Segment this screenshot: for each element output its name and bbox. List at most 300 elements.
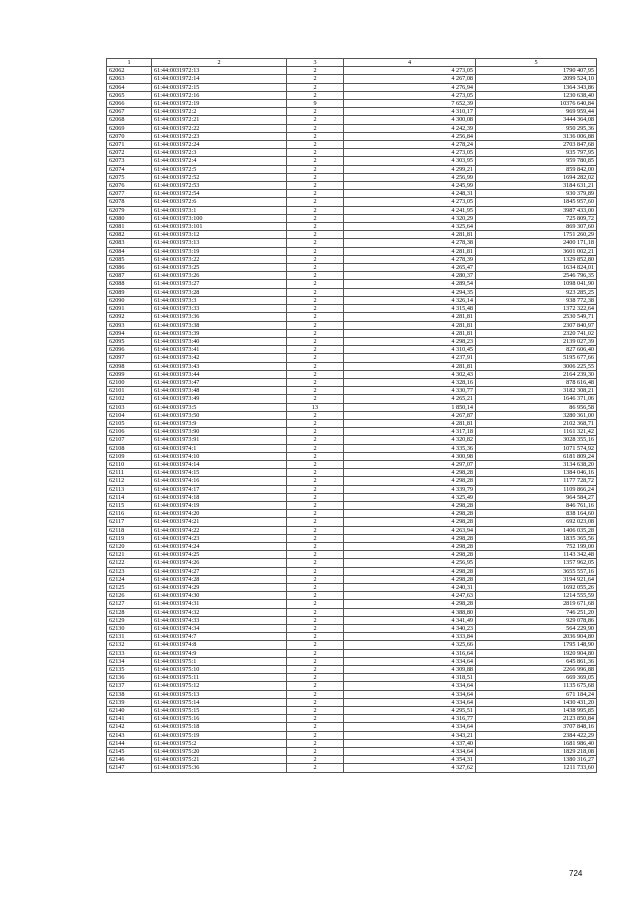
table-row <box>107 182 597 190</box>
code-cell: 2 <box>287 370 344 378</box>
rate-cell: 4 298,28 <box>344 600 476 608</box>
table-row <box>107 91 597 99</box>
row-number-cell: 62075 <box>107 173 152 181</box>
row-number-cell: 62095 <box>107 337 152 345</box>
value-cell: 3601 002,21 <box>476 247 597 255</box>
cadastral-number-cell: 61:44:0031973:47 <box>152 378 287 386</box>
code-cell: 2 <box>287 419 344 427</box>
row-number-cell: 62065 <box>107 91 152 99</box>
rate-cell: 4 302,43 <box>344 370 476 378</box>
cadastral-number-cell: 61:44:0031974:27 <box>152 567 287 575</box>
value-cell: 923 285,25 <box>476 288 597 296</box>
rate-cell: 4 343,21 <box>344 731 476 739</box>
row-number-cell: 62137 <box>107 682 152 690</box>
value-cell: 959 780,85 <box>476 157 597 165</box>
rate-cell: 4 248,31 <box>344 190 476 198</box>
value-cell: 2530 549,71 <box>476 313 597 321</box>
value-cell: 2819 671,68 <box>476 600 597 608</box>
table-row <box>107 231 597 239</box>
rate-cell: 4 325,66 <box>344 641 476 649</box>
value-cell: 1135 675,68 <box>476 682 597 690</box>
row-number-cell: 62079 <box>107 206 152 214</box>
row-number-cell: 62131 <box>107 633 152 641</box>
rate-cell: 4 335,36 <box>344 444 476 452</box>
rate-cell: 4 334,64 <box>344 723 476 731</box>
rate-cell: 4 310,45 <box>344 346 476 354</box>
rate-cell: 4 320,82 <box>344 436 476 444</box>
row-number-cell: 62146 <box>107 756 152 764</box>
table-row <box>107 206 597 214</box>
rate-cell: 4 318,51 <box>344 674 476 682</box>
table-row <box>107 141 597 149</box>
rate-cell: 4 334,64 <box>344 682 476 690</box>
row-number-cell: 62128 <box>107 608 152 616</box>
header-row <box>107 59 597 67</box>
rate-cell: 4 298,28 <box>344 518 476 526</box>
code-cell: 2 <box>287 715 344 723</box>
cadastral-number-cell: 61:44:0031973:50 <box>152 411 287 419</box>
cadastral-number-cell: 61:44:0031973:22 <box>152 255 287 263</box>
rate-cell: 4 334,64 <box>344 690 476 698</box>
code-cell: 2 <box>287 452 344 460</box>
table-row <box>107 370 597 378</box>
value-cell: 930 379,89 <box>476 190 597 198</box>
cadastral-number-cell: 61:44:0031973:28 <box>152 288 287 296</box>
value-cell: 564 229,90 <box>476 625 597 633</box>
cadastral-number-cell: 61:44:0031972:5 <box>152 165 287 173</box>
cadastral-number-cell: 61:44:0031974:25 <box>152 551 287 559</box>
code-cell: 2 <box>287 198 344 206</box>
cadastral-number-cell: 61:44:0031973:43 <box>152 362 287 370</box>
table-row <box>107 387 597 395</box>
cadastral-number-cell: 61:44:0031974:33 <box>152 616 287 624</box>
cadastral-number-cell: 61:44:0031972:3 <box>152 149 287 157</box>
value-cell: 2139 027,39 <box>476 337 597 345</box>
table-row <box>107 616 597 624</box>
cadastral-number-cell: 61:44:0031974:23 <box>152 534 287 542</box>
row-number-cell: 62100 <box>107 378 152 386</box>
cadastral-number-cell: 61:44:0031975:15 <box>152 707 287 715</box>
table-row <box>107 641 597 649</box>
rate-cell: 4 263,94 <box>344 526 476 534</box>
value-cell: 1829 218,08 <box>476 748 597 756</box>
code-cell: 2 <box>287 182 344 190</box>
code-cell: 2 <box>287 469 344 477</box>
value-cell: 6181 809,24 <box>476 452 597 460</box>
row-number-cell: 62144 <box>107 739 152 747</box>
rate-cell: 4 300,08 <box>344 116 476 124</box>
cadastral-number-cell: 61:44:0031973:36 <box>152 313 287 321</box>
rate-cell: 4 298,28 <box>344 501 476 509</box>
value-cell: 859 842,00 <box>476 165 597 173</box>
code-cell: 2 <box>287 436 344 444</box>
cadastral-number-cell: 61:44:0031973:49 <box>152 395 287 403</box>
rate-cell: 4 298,28 <box>344 469 476 477</box>
value-cell: 2546 796,35 <box>476 272 597 280</box>
table-row <box>107 567 597 575</box>
row-number-cell: 62107 <box>107 436 152 444</box>
row-number-cell: 62073 <box>107 157 152 165</box>
value-cell: 838 164,60 <box>476 510 597 518</box>
table-row <box>107 542 597 550</box>
rate-cell: 4 333,84 <box>344 633 476 641</box>
table-row <box>107 666 597 674</box>
code-cell: 2 <box>287 600 344 608</box>
cadastral-number-cell: 61:44:0031975:19 <box>152 731 287 739</box>
code-cell: 2 <box>287 485 344 493</box>
table-row <box>107 657 597 665</box>
code-cell: 2 <box>287 124 344 132</box>
rate-cell: 4 276,94 <box>344 83 476 91</box>
cadastral-number-cell: 61:44:0031972:6 <box>152 198 287 206</box>
rate-cell: 4 317,18 <box>344 428 476 436</box>
cadastral-number-cell: 61:44:0031974:15 <box>152 469 287 477</box>
column-header-3: 3 <box>287 59 344 67</box>
rate-cell: 1 850,14 <box>344 403 476 411</box>
cadastral-number-cell: 61:44:0031972:13 <box>152 67 287 75</box>
cadastral-number-cell: 61:44:0031974:14 <box>152 460 287 468</box>
table-row <box>107 584 597 592</box>
column-header-5: 5 <box>476 59 597 67</box>
rate-cell: 4 334,64 <box>344 748 476 756</box>
code-cell: 2 <box>287 682 344 690</box>
row-number-cell: 62109 <box>107 452 152 460</box>
rate-cell: 4 316,64 <box>344 649 476 657</box>
code-cell: 2 <box>287 255 344 263</box>
code-cell: 13 <box>287 403 344 411</box>
value-cell: 1372 322,64 <box>476 305 597 313</box>
value-cell: 1430 431,20 <box>476 698 597 706</box>
value-cell: 3006 225,55 <box>476 362 597 370</box>
value-cell: 1230 638,40 <box>476 91 597 99</box>
table-row <box>107 493 597 501</box>
code-cell: 2 <box>287 518 344 526</box>
code-cell: 2 <box>287 690 344 698</box>
table-row <box>107 723 597 731</box>
rate-cell: 4 281,81 <box>344 247 476 255</box>
rate-cell: 4 273,05 <box>344 91 476 99</box>
row-number-cell: 62147 <box>107 764 152 772</box>
rate-cell: 4 327,62 <box>344 764 476 772</box>
row-number-cell: 62117 <box>107 518 152 526</box>
code-cell: 2 <box>287 395 344 403</box>
rate-cell: 4 281,81 <box>344 362 476 370</box>
cadastral-number-cell: 61:44:0031973:90 <box>152 428 287 436</box>
table-row <box>107 198 597 206</box>
value-cell: 1845 957,60 <box>476 198 597 206</box>
code-cell: 2 <box>287 288 344 296</box>
value-cell: 2099 524,10 <box>476 75 597 83</box>
table-row <box>107 748 597 756</box>
value-cell: 2320 741,02 <box>476 329 597 337</box>
row-number-cell: 62116 <box>107 510 152 518</box>
code-cell: 2 <box>287 280 344 288</box>
code-cell: 2 <box>287 411 344 419</box>
cadastral-number-cell: 61:44:0031974:9 <box>152 649 287 657</box>
value-cell: 1177 728,72 <box>476 477 597 485</box>
code-cell: 2 <box>287 534 344 542</box>
table-row <box>107 100 597 108</box>
value-cell: 869 307,60 <box>476 223 597 231</box>
table-row <box>107 526 597 534</box>
value-cell: 935 797,95 <box>476 149 597 157</box>
value-cell: 1438 995,85 <box>476 707 597 715</box>
cadastral-number-cell: 61:44:0031974:10 <box>152 452 287 460</box>
cadastral-number-cell: 61:44:0031972:53 <box>152 182 287 190</box>
code-cell: 2 <box>287 67 344 75</box>
code-cell: 2 <box>287 387 344 395</box>
code-cell: 2 <box>287 354 344 362</box>
row-number-cell: 62139 <box>107 698 152 706</box>
cadastral-number-cell: 61:44:0031974:21 <box>152 518 287 526</box>
cadastral-number-cell: 61:44:0031975:18 <box>152 723 287 731</box>
table-row <box>107 362 597 370</box>
value-cell: 1071 574,92 <box>476 444 597 452</box>
cadastral-number-cell: 61:44:0031973:100 <box>152 214 287 222</box>
code-cell: 2 <box>287 477 344 485</box>
code-cell: 2 <box>287 132 344 140</box>
row-number-cell: 62115 <box>107 501 152 509</box>
rate-cell: 4 298,28 <box>344 510 476 518</box>
code-cell: 2 <box>287 575 344 583</box>
code-cell: 2 <box>287 141 344 149</box>
rate-cell: 4 273,05 <box>344 149 476 157</box>
code-cell: 2 <box>287 641 344 649</box>
code-cell: 2 <box>287 625 344 633</box>
rate-cell: 4 267,87 <box>344 411 476 419</box>
row-number-cell: 62129 <box>107 616 152 624</box>
value-cell: 752 199,00 <box>476 542 597 550</box>
column-header-4: 4 <box>344 59 476 67</box>
cadastral-number-cell: 61:44:0031974:19 <box>152 501 287 509</box>
rate-cell: 4 241,95 <box>344 206 476 214</box>
row-number-cell: 62104 <box>107 411 152 419</box>
rate-cell: 4 247,63 <box>344 592 476 600</box>
row-number-cell: 62111 <box>107 469 152 477</box>
row-number-cell: 62124 <box>107 575 152 583</box>
value-cell: 1751 260,29 <box>476 231 597 239</box>
value-cell: 2384 422,29 <box>476 731 597 739</box>
code-cell: 2 <box>287 206 344 214</box>
code-cell: 2 <box>287 313 344 321</box>
row-number-cell: 62081 <box>107 223 152 231</box>
value-cell: 878 616,48 <box>476 378 597 386</box>
cadastral-number-cell: 61:44:0031975:16 <box>152 715 287 723</box>
value-cell: 1681 986,40 <box>476 739 597 747</box>
data-table <box>106 58 597 773</box>
table-row <box>107 715 597 723</box>
cadastral-number-cell: 61:44:0031973:13 <box>152 239 287 247</box>
code-cell: 2 <box>287 214 344 222</box>
code-cell: 2 <box>287 346 344 354</box>
rate-cell: 4 273,05 <box>344 198 476 206</box>
column-header-2: 2 <box>152 59 287 67</box>
rate-cell: 4 297,07 <box>344 460 476 468</box>
rate-cell: 4 273,05 <box>344 67 476 75</box>
value-cell: 746 251,20 <box>476 608 597 616</box>
code-cell: 9 <box>287 100 344 108</box>
code-cell: 2 <box>287 149 344 157</box>
value-cell: 1364 343,86 <box>476 83 597 91</box>
table-row <box>107 510 597 518</box>
value-cell: 2703 847,68 <box>476 141 597 149</box>
row-number-cell: 62126 <box>107 592 152 600</box>
row-number-cell: 62138 <box>107 690 152 698</box>
table-row <box>107 518 597 526</box>
value-cell: 3136 006,88 <box>476 132 597 140</box>
row-number-cell: 62072 <box>107 149 152 157</box>
value-cell: 1357 962,05 <box>476 559 597 567</box>
table-row <box>107 460 597 468</box>
rate-cell: 4 303,95 <box>344 157 476 165</box>
table-row <box>107 329 597 337</box>
value-cell: 3707 848,16 <box>476 723 597 731</box>
value-cell: 2266 996,88 <box>476 666 597 674</box>
rate-cell: 4 278,24 <box>344 141 476 149</box>
table-row <box>107 551 597 559</box>
cadastral-number-cell: 61:44:0031975:10 <box>152 666 287 674</box>
table-row <box>107 485 597 493</box>
cadastral-number-cell: 61:44:0031973:41 <box>152 346 287 354</box>
cadastral-number-cell: 61:44:0031974:31 <box>152 600 287 608</box>
cadastral-number-cell: 61:44:0031972:23 <box>152 132 287 140</box>
rate-cell: 4 310,17 <box>344 108 476 116</box>
code-cell: 2 <box>287 165 344 173</box>
cadastral-number-cell: 61:44:0031973:38 <box>152 321 287 329</box>
code-cell: 2 <box>287 493 344 501</box>
table-row <box>107 108 597 116</box>
table-row <box>107 764 597 772</box>
row-number-cell: 62084 <box>107 247 152 255</box>
rate-cell: 4 265,47 <box>344 264 476 272</box>
row-number-cell: 62099 <box>107 370 152 378</box>
value-cell: 3184 631,21 <box>476 182 597 190</box>
value-cell: 846 761,16 <box>476 501 597 509</box>
value-cell: 1692 055,26 <box>476 584 597 592</box>
cadastral-number-cell: 61:44:0031974:1 <box>152 444 287 452</box>
row-number-cell: 62069 <box>107 124 152 132</box>
row-number-cell: 62082 <box>107 231 152 239</box>
rate-cell: 4 281,81 <box>344 313 476 321</box>
table-row <box>107 124 597 132</box>
value-cell: 3280 361,00 <box>476 411 597 419</box>
table-row <box>107 559 597 567</box>
rate-cell: 4 281,81 <box>344 231 476 239</box>
value-cell: 2102 368,71 <box>476 419 597 427</box>
value-cell: 10376 640,84 <box>476 100 597 108</box>
code-cell: 2 <box>287 223 344 231</box>
row-number-cell: 62092 <box>107 313 152 321</box>
value-cell: 1790 407,95 <box>476 67 597 75</box>
row-number-cell: 62114 <box>107 493 152 501</box>
row-number-cell: 62078 <box>107 198 152 206</box>
code-cell: 2 <box>287 264 344 272</box>
cadastral-number-cell: 61:44:0031974:28 <box>152 575 287 583</box>
row-number-cell: 62063 <box>107 75 152 83</box>
cadastral-number-cell: 61:44:0031974:20 <box>152 510 287 518</box>
row-number-cell: 62090 <box>107 296 152 304</box>
rate-cell: 4 289,54 <box>344 280 476 288</box>
row-number-cell: 62067 <box>107 108 152 116</box>
table-row <box>107 305 597 313</box>
table-row <box>107 633 597 641</box>
cadastral-number-cell: 61:44:0031973:44 <box>152 370 287 378</box>
table-body <box>107 59 597 773</box>
value-cell: 938 772,38 <box>476 296 597 304</box>
rate-cell: 4 281,81 <box>344 329 476 337</box>
value-cell: 669 369,05 <box>476 674 597 682</box>
table-row <box>107 436 597 444</box>
code-cell: 2 <box>287 559 344 567</box>
table-row <box>107 428 597 436</box>
value-cell: 2164 239,30 <box>476 370 597 378</box>
row-number-cell: 62140 <box>107 707 152 715</box>
row-number-cell: 62110 <box>107 460 152 468</box>
table-row <box>107 67 597 75</box>
table-row <box>107 419 597 427</box>
row-number-cell: 62068 <box>107 116 152 124</box>
code-cell: 2 <box>287 764 344 772</box>
code-cell: 2 <box>287 75 344 83</box>
value-cell: 2400 171,18 <box>476 239 597 247</box>
rate-cell: 4 245,99 <box>344 182 476 190</box>
cadastral-number-cell: 61:44:0031973:9 <box>152 419 287 427</box>
table-row <box>107 313 597 321</box>
rate-cell: 4 265,21 <box>344 395 476 403</box>
rate-cell: 4 316,77 <box>344 715 476 723</box>
rate-cell: 4 315,48 <box>344 305 476 313</box>
code-cell: 2 <box>287 616 344 624</box>
rate-cell: 4 388,80 <box>344 608 476 616</box>
code-cell: 2 <box>287 748 344 756</box>
row-number-cell: 62086 <box>107 264 152 272</box>
rate-cell: 4 300,98 <box>344 452 476 460</box>
row-number-cell: 62125 <box>107 584 152 592</box>
rate-cell: 4 237,91 <box>344 354 476 362</box>
row-number-cell: 62123 <box>107 567 152 575</box>
table-row <box>107 600 597 608</box>
cadastral-number-cell: 61:44:0031972:21 <box>152 116 287 124</box>
row-number-cell: 62076 <box>107 182 152 190</box>
value-cell: 1920 904,80 <box>476 649 597 657</box>
row-number-cell: 62083 <box>107 239 152 247</box>
table-row <box>107 239 597 247</box>
table-row <box>107 395 597 403</box>
code-cell: 2 <box>287 707 344 715</box>
rate-cell: 4 334,64 <box>344 698 476 706</box>
cadastral-number-cell: 61:44:0031974:24 <box>152 542 287 550</box>
cadastral-number-cell: 61:44:0031974:32 <box>152 608 287 616</box>
table-row <box>107 157 597 165</box>
code-cell: 2 <box>287 296 344 304</box>
code-cell: 2 <box>287 428 344 436</box>
row-number-cell: 62132 <box>107 641 152 649</box>
code-cell: 2 <box>287 731 344 739</box>
table-row <box>107 756 597 764</box>
cadastral-number-cell: 61:44:0031973:48 <box>152 387 287 395</box>
code-cell: 2 <box>287 698 344 706</box>
table-row <box>107 264 597 272</box>
table-row <box>107 682 597 690</box>
value-cell: 964 584,27 <box>476 493 597 501</box>
value-cell: 1380 316,27 <box>476 756 597 764</box>
code-cell: 2 <box>287 567 344 575</box>
cadastral-number-cell: 61:44:0031974:30 <box>152 592 287 600</box>
code-cell: 2 <box>287 116 344 124</box>
table-row <box>107 247 597 255</box>
row-number-cell: 62127 <box>107 600 152 608</box>
cadastral-number-cell: 61:44:0031973:25 <box>152 264 287 272</box>
